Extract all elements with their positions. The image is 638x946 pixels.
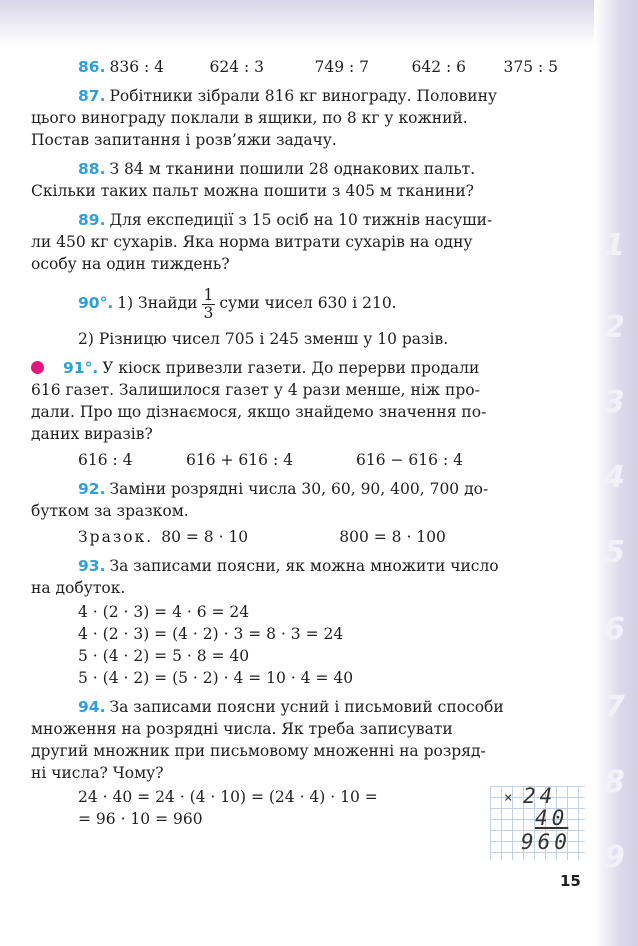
task-number: 89. <box>78 211 106 229</box>
task-number: 91°. <box>63 358 99 377</box>
expression: 616 + 616 : 4 <box>186 450 293 469</box>
sample-label: Зразок. <box>78 527 154 546</box>
expression: 749 : 7 <box>314 58 369 76</box>
side-number: 1 <box>604 228 625 263</box>
side-number: 5 <box>604 535 625 570</box>
side-number: 2 <box>604 310 625 345</box>
task-text: За записами поясни усний і письмовий способи <box>109 697 504 716</box>
task-90 <box>31 285 586 350</box>
expression: 24 · 40 = 24 · (4 · 10) = (24 · 4) · 10 = <box>78 787 378 806</box>
task-88 <box>31 158 586 202</box>
side-band <box>594 0 638 946</box>
task-text: Постав запитання і розв’яжи задачу. <box>31 131 337 149</box>
task-text: Для експедиції з 15 осіб на 10 тижнів насуши- <box>109 211 493 229</box>
expression: = 96 · 10 = 960 <box>78 809 203 828</box>
task-text: дали. Про що дізнаємося, якщо знайдемо значення по- <box>31 402 487 421</box>
task-text: 616 газет. Залишилося газет у 4 рази менше, ніж про- <box>31 380 480 399</box>
task-93 <box>31 555 586 689</box>
task-text: другий множник при письмовому множенні на розряд- <box>31 741 486 760</box>
task-text: 2) Різницю чисел 705 і 245 зменш у 10 разів. <box>78 329 449 348</box>
task-91 <box>31 357 586 471</box>
task-number: 88. <box>78 160 106 178</box>
task-text: на добуток. <box>31 578 126 597</box>
task-number: 93. <box>78 556 106 575</box>
column-multiplication <box>490 786 585 860</box>
expression: 836 : 4 <box>109 58 164 76</box>
task-87 <box>31 85 586 151</box>
task-number: 86. <box>78 58 106 76</box>
sample-expression: 80 = 8 · 10 <box>161 527 249 546</box>
page-number: 15 <box>560 872 581 890</box>
page-content <box>31 56 586 837</box>
expression: 624 : 3 <box>209 58 264 76</box>
expression: 375 : 5 <box>503 58 558 76</box>
expression: 4 · (2 · 3) = 4 · 6 = 24 <box>78 602 250 621</box>
sample-expression: 800 = 8 · 100 <box>339 527 446 546</box>
expression: 5 · (4 · 2) = 5 · 8 = 40 <box>78 646 250 665</box>
fraction-denominator: 3 <box>203 303 214 322</box>
column-factor-1: 24 <box>523 784 557 808</box>
expression: 642 : 6 <box>411 58 466 76</box>
side-number: 6 <box>604 612 625 647</box>
task-text: 1) Знайди <box>117 294 198 312</box>
task-text: суми чисел 630 і 210. <box>219 294 397 312</box>
task-number: 87. <box>78 87 106 105</box>
task-92 <box>31 478 586 548</box>
task-number: 90°. <box>78 294 114 312</box>
task-text: особу на один тиждень? <box>31 255 230 273</box>
task-text: множення на розрядні числа. Як треба записувати <box>31 719 453 738</box>
side-number: 8 <box>604 765 625 800</box>
task-text: З 84 м тканини пошили 28 однакових пальт. <box>109 160 476 178</box>
expression: 5 · (4 · 2) = (5 · 2) · 4 = 10 · 4 = 40 <box>78 668 354 687</box>
task-text: Робітники зібрали 816 кг винограду. Половину <box>109 87 498 105</box>
expression: 4 · (2 · 3) = (4 · 2) · 3 = 8 · 3 = 24 <box>78 624 344 643</box>
task-number: 94. <box>78 697 106 716</box>
fraction <box>202 287 216 322</box>
fraction-numerator: 1 <box>203 285 214 304</box>
task-text: За записами поясни, як можна множити число <box>109 556 499 575</box>
task-number: 92. <box>78 479 106 498</box>
task-86 <box>31 56 586 78</box>
side-number: 9 <box>604 840 625 875</box>
side-number: 3 <box>604 385 625 420</box>
task-89 <box>31 209 586 275</box>
side-number: 7 <box>604 690 625 725</box>
task-text: Заміни розрядні числа 30, 60, 90, 400, 700 до- <box>109 479 489 498</box>
task-text: ли 450 кг сухарів. Яка норма витрати сухарів на одну <box>31 233 473 251</box>
marker-dot-icon <box>31 361 44 374</box>
task-text: ні числа? Чому? <box>31 763 164 782</box>
task-text: даних виразів? <box>31 424 153 443</box>
column-factor-2: 40 <box>535 806 569 830</box>
task-text: У кіоск привезли газети. До перерви продали <box>102 358 480 377</box>
expression: 616 : 4 <box>78 450 133 469</box>
column-result: 960 <box>521 830 571 854</box>
multiply-sign: × <box>504 790 517 806</box>
top-band <box>0 0 638 46</box>
side-number: 4 <box>604 460 625 495</box>
task-text: бутком за зразком. <box>31 501 189 520</box>
task-text: цього винограду поклали в ящики, по 8 кг у кожний. <box>31 109 468 127</box>
task-text: Скільки таких пальт можна пошити з 405 м тканини? <box>31 182 474 200</box>
expression: 616 − 616 : 4 <box>356 450 463 469</box>
